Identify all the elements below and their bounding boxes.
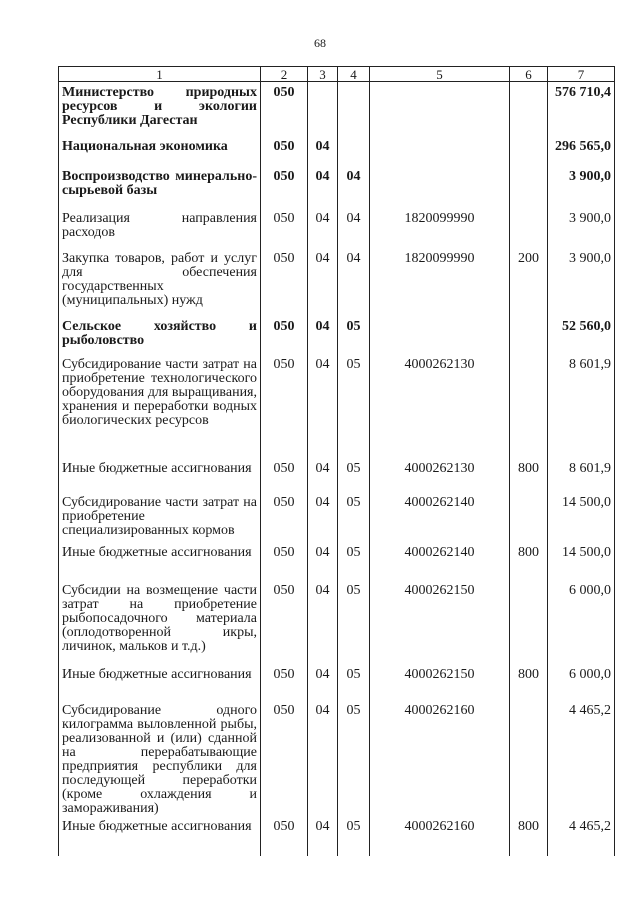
row-code-6 [510,82,548,136]
row-amount: 6 000,0 [548,664,615,700]
row-code-5 [370,82,510,136]
row-code-2: 050 [261,700,308,816]
header-col-2: 2 [261,67,308,82]
row-code-2: 050 [261,354,308,458]
row-name: Реализация направления расходов [59,208,261,248]
row-code-4: 05 [338,492,370,542]
row-code-6: 800 [510,542,548,580]
row-amount: 8 601,9 [548,354,615,458]
row-code-5: 4000262140 [370,492,510,542]
row-code-4: 05 [338,458,370,492]
row-code-5: 4000262150 [370,664,510,700]
row-code-3: 04 [308,542,338,580]
row-code-6 [510,700,548,816]
row-code-6 [510,316,548,354]
row-code-2: 050 [261,580,308,664]
header-col-5: 5 [370,67,510,82]
row-code-3: 04 [308,664,338,700]
table-row [59,82,615,136]
row-code-4: 05 [338,580,370,664]
row-amount: 4 465,2 [548,816,615,856]
row-code-3: 04 [308,166,338,208]
row-code-2: 050 [261,664,308,700]
row-amount: 4 465,2 [548,700,615,816]
row-code-6: 800 [510,458,548,492]
row-code-4: 05 [338,354,370,458]
row-code-6 [510,136,548,166]
row-amount: 3 900,0 [548,248,615,316]
row-code-3: 04 [308,492,338,542]
row-code-6 [510,580,548,664]
header-col-4: 4 [338,67,370,82]
row-code-4: 04 [338,166,370,208]
table-row [59,248,615,316]
row-code-6 [510,208,548,248]
row-code-5: 4000262130 [370,458,510,492]
row-code-5: 1820099990 [370,208,510,248]
header-col-1: 1 [59,67,261,82]
row-code-2: 050 [261,248,308,316]
row-code-3: 04 [308,316,338,354]
row-code-3: 04 [308,208,338,248]
row-code-3: 04 [308,700,338,816]
row-code-2: 050 [261,166,308,208]
row-name: Национальная экономика [59,136,261,166]
row-name: Субсидирование части затрат на приобретение специализированных кормов [59,492,261,542]
table-row [59,208,615,248]
row-name: Иные бюджетные ассигнования [59,664,261,700]
budget-table [58,66,615,856]
row-code-5: 4000262160 [370,816,510,856]
table-row [59,458,615,492]
row-amount: 6 000,0 [548,580,615,664]
table-row [59,700,615,816]
row-code-4: 04 [338,248,370,316]
row-code-5 [370,316,510,354]
row-code-4 [338,82,370,136]
row-code-4 [338,136,370,166]
row-code-6: 800 [510,664,548,700]
row-amount: 14 500,0 [548,492,615,542]
row-code-2: 050 [261,458,308,492]
row-code-3 [308,82,338,136]
row-name: Иные бюджетные ассигнования [59,816,261,856]
table-row [59,816,615,856]
row-code-5: 4000262150 [370,580,510,664]
row-code-4: 05 [338,542,370,580]
table-row [59,136,615,166]
table-row [59,542,615,580]
table-row [59,664,615,700]
row-code-2: 050 [261,82,308,136]
row-amount: 296 565,0 [548,136,615,166]
row-code-5 [370,136,510,166]
header-col-3: 3 [308,67,338,82]
row-amount: 576 710,4 [548,82,615,136]
row-name: Субсидии на возмещение части затрат на приобретение рыбопосадочного материала (оплодотворенной икры, личинок, мальков и т.д.) [59,580,261,664]
row-code-5: 4000262160 [370,700,510,816]
row-code-2: 050 [261,816,308,856]
page-number: 68 [314,36,326,50]
row-code-3: 04 [308,816,338,856]
row-name: Министерство природных ресурсов и экологии Республики Дагестан [59,82,261,136]
row-name: Воспроизводство минерально-сырьевой базы [59,166,261,208]
row-name: Субсидирование части затрат на приобретение технологического оборудования для выращивания, хранения и переработки водных биологических ресурсов [59,354,261,458]
row-code-5: 4000262130 [370,354,510,458]
row-name: Сельское хозяйство и рыболовство [59,316,261,354]
row-amount: 52 560,0 [548,316,615,354]
row-amount: 8 601,9 [548,458,615,492]
row-code-2: 050 [261,492,308,542]
row-code-2: 050 [261,208,308,248]
row-code-5: 4000262140 [370,542,510,580]
row-code-3: 04 [308,580,338,664]
row-name: Закупка товаров, работ и услуг для обеспечения государственных (муниципальных) нужд [59,248,261,316]
row-amount: 14 500,0 [548,542,615,580]
header-col-6: 6 [510,67,548,82]
row-code-3: 04 [308,458,338,492]
table-header-row [59,67,615,82]
table-row [59,580,615,664]
row-amount: 3 900,0 [548,166,615,208]
row-code-4: 05 [338,664,370,700]
header-col-7: 7 [548,67,615,82]
row-code-5: 1820099990 [370,248,510,316]
row-code-4: 05 [338,316,370,354]
row-name: Иные бюджетные ассигнования [59,458,261,492]
row-code-6: 800 [510,816,548,856]
row-code-4: 05 [338,700,370,816]
table-row [59,492,615,542]
row-code-4: 05 [338,816,370,856]
table-row [59,354,615,458]
table-body [59,82,615,856]
table-row [59,316,615,354]
table-row [59,166,615,208]
row-code-4: 04 [338,208,370,248]
row-code-2: 050 [261,136,308,166]
row-code-2: 050 [261,542,308,580]
row-code-6 [510,492,548,542]
row-code-6 [510,354,548,458]
row-code-5 [370,166,510,208]
row-code-6: 200 [510,248,548,316]
row-code-3: 04 [308,136,338,166]
row-code-2: 050 [261,316,308,354]
row-name: Иные бюджетные ассигнования [59,542,261,580]
row-name: Субсидирование одного килограмма выловленной рыбы, реализованной и (или) сданной на перерабатывающие предприятия республики для последующей переработки (кроме охлаждения и замораживания) [59,700,261,816]
row-amount: 3 900,0 [548,208,615,248]
row-code-3: 04 [308,248,338,316]
row-code-6 [510,166,548,208]
row-code-3: 04 [308,354,338,458]
